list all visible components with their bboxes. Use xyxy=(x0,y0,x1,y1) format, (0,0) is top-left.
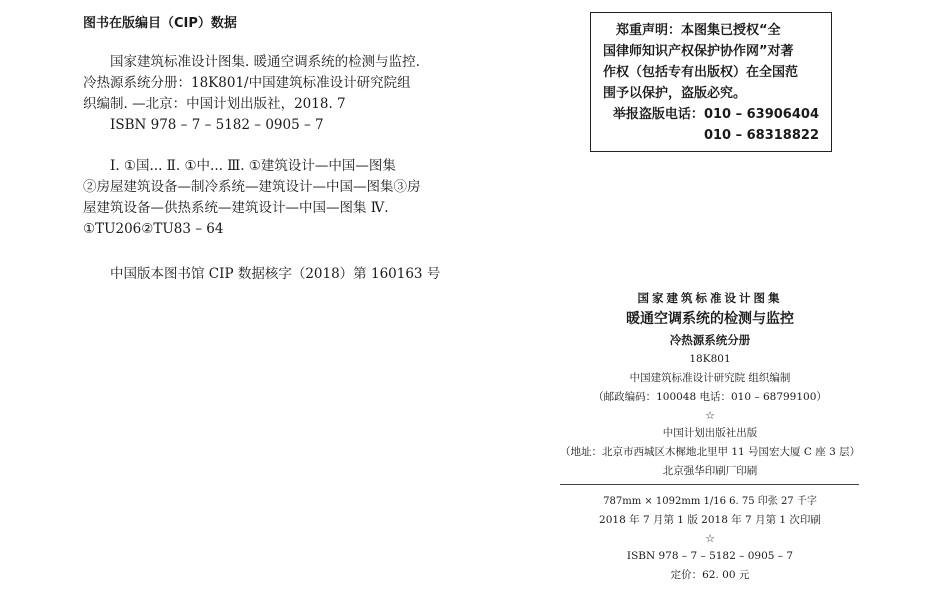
notice-line: 国律师知识产权保护协作网”对著 xyxy=(603,44,794,59)
notice-line: 郑重声明：本图集已授权“全 xyxy=(616,23,781,38)
imprint-specs-block xyxy=(560,492,860,585)
cip-body-line: 织编制. —北京：中国计划出版社，2018. 7 xyxy=(83,96,346,112)
imprint-publisher: 中国计划出版社出版 xyxy=(662,427,758,439)
notice-tel-2: 010 – 68318822 xyxy=(703,128,819,143)
cip-heading: 图书在版编目（CIP）数据 xyxy=(83,16,237,31)
imprint-isbn: ISBN 978 – 7 – 5182 – 0905 – 7 xyxy=(626,550,794,562)
notice-line: 围予以保护，盗版必究。 xyxy=(603,86,747,101)
cip-body xyxy=(83,52,463,136)
notice-line: 作权（包括专有出版权）在全国范 xyxy=(603,65,799,80)
imprint-title: 暖通空调系统的检测与监控 xyxy=(626,311,794,327)
imprint-editor: 中国建筑标准设计研究院 组织编制 xyxy=(629,372,791,384)
cip-class-line: Ⅰ. ①国... Ⅱ. ①中... Ⅲ. ①建筑设计—中国—图集 xyxy=(110,158,396,174)
notice-tel-1: 010 – 63906404 xyxy=(703,107,819,122)
cip-body-line: 冷热源系统分册：18K801/中国建筑标准设计研究院组 xyxy=(83,75,411,91)
imprint-contact: （邮政编码：100048 电话：010 – 68799100） xyxy=(593,391,827,403)
cip-class-line: ②房屋建筑设备—制冷系统—建筑设计—中国—图集③房 xyxy=(83,179,421,195)
cip-body-line: 国家建筑标准设计图集. 暖通空调系统的检测与监控. xyxy=(110,54,420,70)
imprint-printer: 北京强华印刷厂印刷 xyxy=(662,465,758,477)
imprint-block xyxy=(560,288,860,481)
cip-class-line: 屋建筑设备—供热系统—建筑设计—中国—图集 Ⅳ. xyxy=(83,200,389,216)
imprint-code: 18K801 xyxy=(689,353,731,365)
cip-number: 中国版本图书馆 CIP 数据核字（2018）第 160163 号 xyxy=(110,266,441,282)
notice-tel-row xyxy=(603,104,821,125)
imprint-divider xyxy=(560,484,859,485)
imprint-volume: 冷热源系统分册 xyxy=(669,333,751,347)
imprint-series: 国家建筑标准设计图集 xyxy=(637,291,783,305)
star-icon: ☆ xyxy=(705,409,715,422)
imprint-edition: 2018 年 7 月第 1 版 2018 年 7 月第 1 次印刷 xyxy=(599,514,821,526)
notice-tel-label: 举报盗版电话： xyxy=(612,107,704,122)
cip-isbn: ISBN 978 – 7 – 5182 – 0905 – 7 xyxy=(110,117,324,133)
star-icon: ☆ xyxy=(705,532,715,545)
cip-class-line: ①TU206②TU83 – 64 xyxy=(83,221,224,237)
imprint-address: （地址：北京市西城区木樨地北里甲 11 号国宏大厦 C 座 3 层） xyxy=(560,446,861,458)
notice-tel-row-2 xyxy=(603,125,821,146)
cip-classification xyxy=(83,156,483,240)
imprint-specs: 787mm × 1092mm 1/16 6. 75 印张 27 千字 xyxy=(603,496,817,507)
copyright-notice xyxy=(590,12,832,152)
imprint-price: 定价：62. 00 元 xyxy=(670,569,750,581)
